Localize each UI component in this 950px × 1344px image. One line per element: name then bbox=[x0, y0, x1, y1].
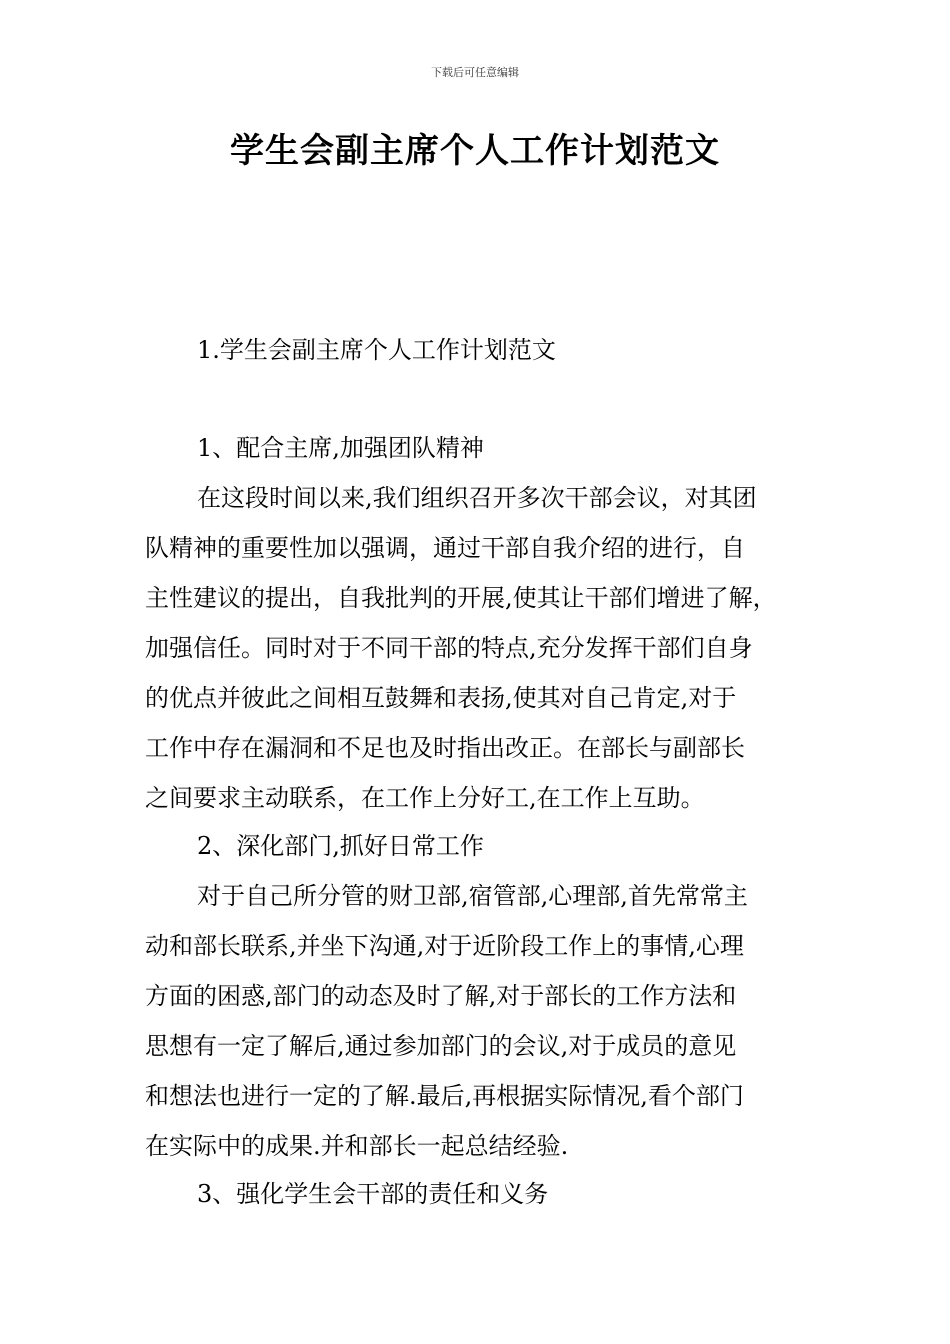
section-1-line: 主性建议的提出，自我批判的开展,使其让干部们增进了解， bbox=[145, 584, 777, 612]
section-2-line: 方面的困惑,部门的动态及时了解,对于部长的工作方法和 bbox=[145, 982, 737, 1010]
section-2-line: 和想法也进行一定的了解.最后,再根据实际情况,看个部门 bbox=[145, 1082, 744, 1110]
header-note: 下载后可任意编辑 bbox=[431, 66, 519, 79]
main-heading: 1.学生会副主席个人工作计划范文 bbox=[197, 336, 556, 364]
section-3-heading: 3、强化学生会干部的责任和义务 bbox=[197, 1180, 549, 1208]
section-2-line: 对于自己所分管的财卫部,宿管部,心理部,首先常常主 bbox=[197, 882, 748, 910]
section-1-line: 在这段时间以来,我们组织召开多次干部会议，对其团 bbox=[197, 484, 757, 512]
section-1-heading: 1、配合主席,加强团队精神 bbox=[197, 434, 484, 462]
section-1-line: 加强信任。同时对于不同干部的特点,充分发挥干部们自身 bbox=[145, 634, 753, 662]
section-1-line: 队精神的重要性加以强调，通过干部自我介绍的进行，自 bbox=[145, 534, 745, 562]
section-2-line: 动和部长联系,并坐下沟通,对于近阶段工作上的事情,心理 bbox=[145, 932, 744, 960]
section-2-line: 思想有一定了解后,通过参加部门的会议,对于成员的意见 bbox=[145, 1032, 737, 1060]
document-title: 学生会副主席个人工作计划范文 bbox=[230, 131, 720, 171]
section-1-line: 工作中存在漏洞和不足也及时指出改正。在部长与副部长 bbox=[145, 734, 745, 762]
section-1-line: 之间要求主动联系，在工作上分好工,在工作上互助。 bbox=[145, 784, 705, 812]
section-2-heading: 2、深化部门,抓好日常工作 bbox=[197, 832, 484, 860]
section-1-line: 的优点并彼此之间相互鼓舞和表扬,使其对自己肯定,对于 bbox=[145, 684, 737, 712]
section-2-line: 在实际中的成果.并和部长一起总结经验. bbox=[145, 1132, 569, 1160]
